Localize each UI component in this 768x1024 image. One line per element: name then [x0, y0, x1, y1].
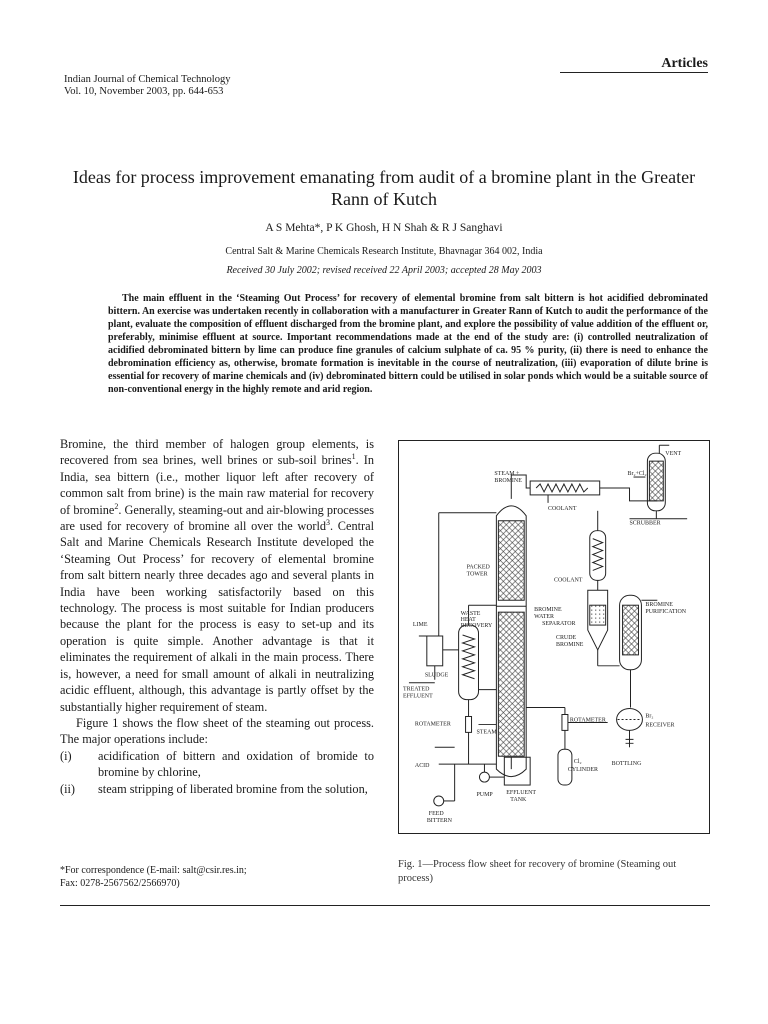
list-item	[60, 781, 374, 797]
abstract: The main effluent in the ‘Steaming Out Process’ for recovery of elemental bromine from salt bittern is hot acidified debrominated bittern. An exercise was undertaken recently in collaboration with a manufacturer in Greater Rann of Kutch to audit the performance of the plant, evaluate the composition of effluent discharged from the bromine plant, and explore the possibility of value addition of the effluent or, preferably, minimise effluent at source. Important recommendations made at the end of the study are: (i) controlled neutralization of acidified debrominated bittern by lime can produce fine granules of calcium sulphate of ca. 95 % purity, (ii) there is need to enhance the debromination efficiency as, otherwise, bromate formation is inevitable in the course of neutralization, (iii) evaporation of dilute brine is essential for recovery of marine chemicals and (iv) debrominated bittern could be utilised in solar ponds which would be a suitable source of non-conventional energy in the highly remote and arid region.	[108, 293, 708, 395]
text-run: . In India, sea bittern (i.e., mother liquor left after recovery of common salt from brine) is the main raw material for recovery of bromine	[60, 453, 374, 517]
label-br2-2: RECEIVER	[645, 722, 675, 729]
body-paragraph-2: Figure 1 shows the flow sheet of the steaming out process. The major operations include:	[60, 715, 374, 747]
label-bw-1: BROMINE	[534, 607, 562, 614]
text-run: . Central Salt and Marine Chemicals Research Institute developed the ‘Steaming Out Process’ for recovery of elemental bromine from salt bittern nearly three decades ago and several plants in India have been working satisfactorily based on this technology. The process is most suitable for Indian producers because the plant for the process is easy to set-up and its operation is quite simple. Another advantage is that it eliminates the requirement of alkali in the main process. There is, however, a need for small amount of alkali in neutralizing acidic effluent, although, this advantage is partly offset by the substantially higher requirement of steam.	[60, 519, 374, 714]
label-eff-1: EFFLUENT	[506, 789, 537, 796]
figure-1-flow-sheet	[398, 440, 710, 834]
label-coolant-top: COOLANT	[548, 505, 577, 512]
bromine-receiver	[617, 709, 643, 748]
label-cl2-1: Cl₂	[573, 759, 582, 766]
label-bp-2: PURIFICATION	[645, 609, 687, 616]
label-packed-1: PACKED	[466, 564, 490, 571]
label-rotameter-left: ROTAMETER	[414, 721, 451, 728]
label-treated-2: EFFLUENT	[402, 693, 433, 700]
label-cl2-2: CYLINDER	[567, 767, 599, 774]
packed-tower	[496, 506, 526, 777]
label-crude-1: CRUDE	[555, 634, 577, 641]
label-bw-2: WATER	[534, 614, 554, 621]
figure-caption: Fig. 1—Process flow sheet for recovery of bromine (Steaming out process)	[398, 859, 677, 884]
label-pump: PUMP	[476, 791, 493, 798]
label-steam-bromine-1: STEAM +	[494, 471, 520, 478]
label-waste-1: WASTE	[460, 611, 481, 618]
footnote-line-2: Fax: 0278-2567562/2566970)	[60, 878, 180, 889]
article-title: Ideas for process improvement emanating from audit of a bromine plant in the Greater Rann of Kutch	[72, 167, 696, 209]
flow-sheet-diagram	[399, 441, 709, 833]
label-coolant-mid: COOLANT	[554, 577, 583, 584]
list-text: steam stripping of liberated bromine from the solution,	[98, 781, 368, 796]
label-acid: ACID	[414, 763, 430, 770]
footnote-line-1: *For correspondence (E-mail: salt@csir.res.in;	[60, 865, 247, 876]
footer-rule	[60, 905, 710, 906]
label-treated-1: TREATED	[402, 686, 430, 693]
authors: A S Mehta*, P K Ghosh, H N Shah & R J Sanghavi	[265, 222, 503, 234]
label-waste-3: RECOVERY	[460, 623, 493, 630]
label-br2cl2: Br₂+Cl₂	[627, 471, 647, 478]
label-scrubber: SCRUBBER	[629, 520, 661, 527]
label-br2-1: Br₂	[645, 713, 654, 720]
received-dates: Received 30 July 2002; revised received 22 April 2003; accepted 28 May 2003	[226, 265, 542, 276]
label-feed-1: FEED	[428, 810, 444, 817]
reference-2[interactable]: 2	[114, 501, 119, 511]
condenser	[511, 475, 657, 503]
feed-pump	[434, 764, 455, 806]
cooling-coil	[590, 511, 606, 590]
journal-name: Indian Journal of Chemical Technology	[64, 74, 231, 85]
label-rotameter-mid: ROTAMETER	[569, 717, 606, 724]
label-vent: VENT	[665, 451, 682, 458]
correspondence-footnote	[60, 864, 247, 890]
label-bp-1: BROMINE	[645, 602, 673, 609]
text-run: Bromine, the third member of halogen group elements, is recovered from sea brines, well brines or sub-soil brines	[60, 437, 374, 468]
text-run: . Generally, steaming-out and air-blowing processes are used for recovery of bromine all over the world	[60, 502, 374, 534]
journal-volume: Vol. 10, November 2003, pp. 644-653	[64, 86, 224, 97]
bromine-water-separator	[588, 590, 620, 666]
list-item	[60, 748, 374, 781]
label-bottling: BOTTLING	[611, 761, 642, 768]
journal-info	[64, 74, 230, 98]
label-crude-2: BROMINE	[555, 641, 584, 648]
label-feed-2: BITTERN	[426, 817, 452, 824]
label-packed-2: TOWER	[466, 571, 488, 578]
diagram-labels	[403, 451, 687, 824]
label-lime: LIME	[412, 622, 428, 629]
list-text: acidification of bittern and oxidation of bromide to bromine by chlorine,	[98, 748, 374, 780]
label-sludge: SLUDGE	[424, 672, 449, 679]
list-number: (ii)	[60, 781, 76, 796]
section-label: Articles	[661, 56, 708, 71]
label-bw-3: SEPARATOR	[542, 621, 576, 628]
label-steam: STEAM	[476, 729, 497, 736]
body-column	[60, 436, 374, 797]
header-rule	[560, 72, 708, 73]
label-waste-2: HEAT	[460, 617, 476, 624]
reference-1[interactable]: 1	[351, 452, 356, 462]
body-paragraph-1	[60, 436, 374, 715]
rotameter-mid	[526, 708, 607, 750]
affiliation: Central Salt & Marine Chemicals Research Institute, Bhavnagar 364 002, India	[225, 246, 543, 257]
label-eff-2: TANK	[510, 796, 527, 803]
reference-3[interactable]: 3	[326, 517, 331, 527]
label-steam-bromine-2: BROMINE	[494, 478, 522, 484]
list-number: (i)	[60, 748, 72, 763]
